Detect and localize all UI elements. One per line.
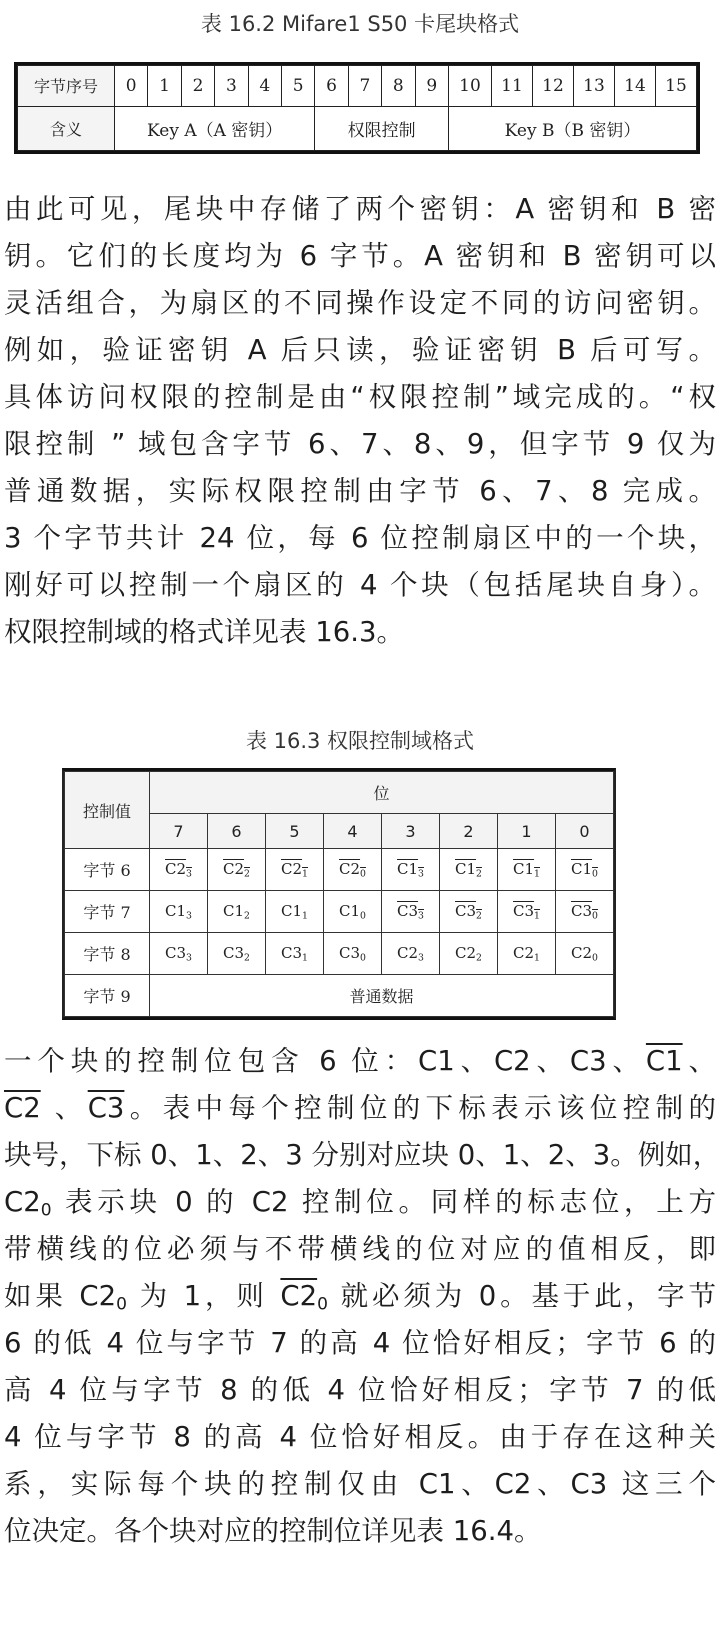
paragraph-keys xyxy=(4,186,716,656)
byte-index-header: 字节序号 xyxy=(18,66,115,107)
paragraph-line: 权限控制域的格式详见表 16.3。 xyxy=(4,616,404,648)
byte-index-cell: 10 xyxy=(449,66,492,107)
bit-number-cell: 7 xyxy=(150,814,208,849)
bit-header: 位 xyxy=(150,772,614,814)
byte-index-cell: 8 xyxy=(382,66,415,107)
meaning-row xyxy=(18,106,697,150)
paragraph-line: 钥。它们的长度均为 6 字节。A 密钥和 B 密钥可以 xyxy=(4,240,716,272)
byte-index-cell: 0 xyxy=(115,66,148,107)
byte-index-cell: 13 xyxy=(574,66,615,107)
bit-number-cell: 6 xyxy=(208,814,266,849)
tail-block-format-table xyxy=(14,62,700,154)
byte-index-cell: 4 xyxy=(248,66,281,107)
control-bit-cell: $C2_3$ xyxy=(150,849,208,891)
byte-index-cell: 2 xyxy=(181,66,214,107)
byte-index-cell: 5 xyxy=(281,66,314,107)
table-16-2-caption: 表 16.2 Mifare1 S50 卡尾块格式 xyxy=(200,12,520,36)
bit-number-cell: 3 xyxy=(382,814,440,849)
control-byte-label: 字节 7 xyxy=(65,891,150,933)
control-bit-cell: $C1_2$ xyxy=(208,891,266,933)
control-bit-cell: $C3_0$ xyxy=(556,891,614,933)
paragraph-line: $C2_0$ 表示块 0 的 C2 控制位。同样的标志位，上方 xyxy=(4,1186,716,1221)
paragraph-line: 系，实际每个块的控制仅由 C1、C2、C3 这三个 xyxy=(4,1468,716,1500)
control-bit-cell: $C1_3$ xyxy=(150,891,208,933)
byte-index-cell: 3 xyxy=(215,66,248,107)
bit-number-cell: 1 xyxy=(498,814,556,849)
byte-index-cell: 7 xyxy=(348,66,381,107)
control-bit-cell: $C1_0$ xyxy=(556,849,614,891)
plain-data-cell: 普通数据 xyxy=(150,975,614,1017)
control-bit-cell: $C1_2$ xyxy=(440,849,498,891)
access-control-cell: 权限控制 xyxy=(315,106,449,150)
paragraph-line: 普通数据，实际权限控制由字节 6、7、8 完成。 xyxy=(4,475,716,507)
byte-index-cell: 9 xyxy=(415,66,448,107)
control-bit-cell: $C3_3$ xyxy=(382,891,440,933)
control-byte-label: 字节 9 xyxy=(65,975,150,1017)
control-bit-cell: $C3_3$ xyxy=(150,933,208,975)
paragraph-line: 一个块的控制位包含 6 位：C1、C2、C3、C1、 xyxy=(4,1045,716,1077)
control-bit-cell: $C2_2$ xyxy=(440,933,498,975)
byte-index-cell: 6 xyxy=(315,66,348,107)
paragraph-line: 由此可见，尾块中存储了两个密钥：A 密钥和 B 密 xyxy=(4,193,716,225)
paragraph-line: 4 位与字节 8 的高 4 位恰好相反。由于存在这种关 xyxy=(4,1421,716,1453)
paragraph-line: 刚好可以控制一个扇区的 4 个块（包括尾块自身）。 xyxy=(4,569,716,601)
paragraph-line: 如果 $C2_0$ 为 1，则 $C2_0$ 就必须为 0。基于此，字节 xyxy=(4,1280,716,1315)
table-16-3-caption: 表 16.3 权限控制域格式 xyxy=(245,729,475,753)
paragraph-line: 位决定。各个块对应的控制位详见表 16.4。 xyxy=(4,1515,542,1547)
bit-number-cell: 2 xyxy=(440,814,498,849)
control-value-header: 控制值 xyxy=(65,772,150,849)
bit-header-row xyxy=(65,772,614,814)
byte-index-row xyxy=(18,66,697,107)
paragraph-line: 例如，验证密钥 A 后只读，验证密钥 B 后可写。 xyxy=(4,334,716,366)
paragraph-line: 3 个字节共计 24 位，每 6 位控制扇区中的一个块， xyxy=(4,522,716,554)
paragraph-line: 块号，下标 0、1、2、3 分别对应块 0、1、2、3。例如， xyxy=(4,1139,720,1171)
access-control-format-table xyxy=(62,768,616,1020)
control-byte-label: 字节 8 xyxy=(65,933,150,975)
paragraph-line: 高 4 位与字节 8 的低 4 位恰好相反；字节 7 的低 xyxy=(4,1374,716,1406)
control-bit-cell: $C2_1$ xyxy=(266,849,324,891)
meaning-header: 含义 xyxy=(18,106,115,150)
control-byte-label: 字节 6 xyxy=(65,849,150,891)
control-bit-cell: $C2_3$ xyxy=(382,933,440,975)
control-bit-cell: $C1_3$ xyxy=(382,849,440,891)
bit-number-cell: 0 xyxy=(556,814,614,849)
paragraph-line: 限控制 ” 域包含字节 6、7、8、9，但字节 9 仅为 xyxy=(4,428,716,460)
control-bit-cell: $C3_2$ xyxy=(440,891,498,933)
key-a-cell: Key A（A 密钥） xyxy=(115,106,315,150)
control-bit-cell: $C3_1$ xyxy=(266,933,324,975)
key-b-cell: Key B（B 密钥） xyxy=(449,106,697,150)
paragraph-line: 灵活组合，为扇区的不同操作设定不同的访问密钥。 xyxy=(4,287,716,319)
byte-index-cell: 12 xyxy=(533,66,574,107)
paragraph-control-bits xyxy=(4,1038,720,1555)
control-byte-row xyxy=(65,891,614,933)
control-byte-row xyxy=(65,975,614,1017)
control-byte-row xyxy=(65,933,614,975)
control-bit-cell: $C2_0$ xyxy=(556,933,614,975)
bit-number-cell: 4 xyxy=(324,814,382,849)
byte-index-cell: 11 xyxy=(492,66,533,107)
control-bit-cell: $C1_0$ xyxy=(324,891,382,933)
control-bit-cell: $C2_2$ xyxy=(208,849,266,891)
control-bit-cell: $C1_1$ xyxy=(498,849,556,891)
control-bit-cell: $C1_1$ xyxy=(266,891,324,933)
control-bit-cell: $C3_0$ xyxy=(324,933,382,975)
control-bit-cell: $C2_1$ xyxy=(498,933,556,975)
paragraph-line: 6 的低 4 位与字节 7 的高 4 位恰好相反；字节 6 的 xyxy=(4,1327,716,1359)
paragraph-line: C2 、C3。表中每个控制位的下标表示该位控制的 xyxy=(4,1092,716,1124)
byte-index-cell: 14 xyxy=(615,66,656,107)
control-bit-cell: $C3_2$ xyxy=(208,933,266,975)
paragraph-line: 带横线的位必须与不带横线的位对应的值相反，即 xyxy=(4,1233,716,1265)
byte-index-cell: 1 xyxy=(148,66,181,107)
byte-index-cell: 15 xyxy=(656,66,697,107)
control-bit-cell: $C2_0$ xyxy=(324,849,382,891)
paragraph-line: 具体访问权限的控制是由“权限控制”域完成的。“权 xyxy=(4,381,716,413)
control-bit-cell: $C3_1$ xyxy=(498,891,556,933)
control-byte-row xyxy=(65,849,614,891)
bit-number-cell: 5 xyxy=(266,814,324,849)
